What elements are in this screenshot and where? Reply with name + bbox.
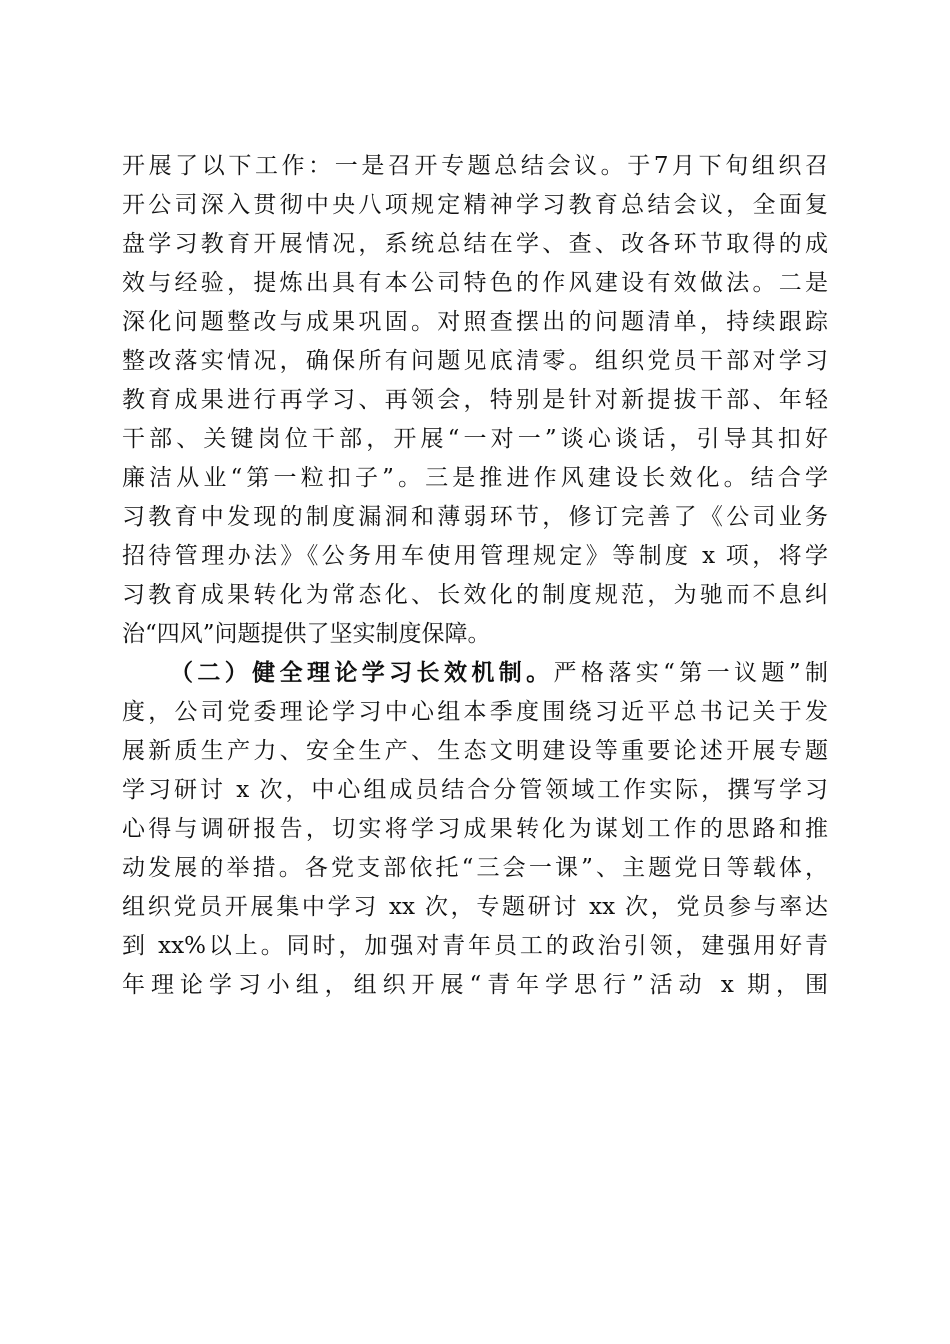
paragraph-first-line bbox=[122, 654, 828, 693]
paragraph-line: 组织党员开展集中学习 xx 次，专题研讨 xx 次，党员参与率达 bbox=[122, 894, 828, 920]
paragraph-line: 整改落实情况，确保所有问题见底清零。组织党员干部对学习 bbox=[122, 348, 828, 374]
paragraph-line: 到 xx%以上。同时，加强对青年员工的政治引领，建强用好青 bbox=[122, 933, 828, 959]
paragraph-line: 廉洁从业“第一粒扣子”。三是推进作风建设长效化。结合学 bbox=[122, 465, 828, 491]
section-heading: （二）健全理论学习长效机制。 bbox=[170, 660, 554, 686]
paragraph-line: 招待管理办法》《公务用车使用管理规定》等制度 x 项，将学 bbox=[122, 543, 828, 569]
paragraph-line: 年理论学习小组，组织开展“青年学思行”活动 x 期，围 bbox=[122, 972, 828, 998]
paragraph-line: 展新质生产力、安全生产、生态文明建设等重要论述开展专题 bbox=[122, 738, 828, 764]
paragraph-line: 学习研讨 x 次，中心组成员结合分管领域工作实际，撰写学习 bbox=[122, 777, 828, 803]
paragraph-line: 度，公司党委理论学习中心组本季度围绕习近平总书记关于发 bbox=[122, 699, 828, 725]
paragraph-line: 动发展的举措。各党支部依托“三会一课”、主题党日等载体， bbox=[122, 855, 828, 881]
paragraph-line: 干部、关键岗位干部，开展“一对一”谈心谈话，引导其扣好 bbox=[122, 426, 828, 452]
paragraph-line: 心得与调研报告，切实将学习成果转化为谋划工作的思路和推 bbox=[122, 816, 828, 842]
document-page bbox=[122, 147, 828, 1005]
paragraph-line: 习教育成果转化为常态化、长效化的制度规范，为驰而不息纠 bbox=[122, 582, 828, 608]
paragraph-2 bbox=[122, 654, 828, 1005]
paragraph-line: 效与经验，提炼出具有本公司特色的作风建设有效做法。二是 bbox=[122, 270, 828, 296]
paragraph-1 bbox=[122, 147, 828, 654]
paragraph-line: 开公司深入贯彻中央八项规定精神学习教育总结会议，全面复 bbox=[122, 192, 828, 218]
paragraph-line: 习教育中发现的制度漏洞和薄弱环节，修订完善了《公司业务 bbox=[122, 504, 828, 530]
paragraph-line: 深化问题整改与成果巩固。对照查摆出的问题清单，持续跟踪 bbox=[122, 309, 828, 335]
paragraph-line: 治“四风”问题提供了坚实制度保障。 bbox=[122, 621, 491, 647]
paragraph-text: 严格落实“第一议题”制 bbox=[553, 660, 828, 686]
paragraph-line: 教育成果进行再学习、再领会，特别是针对新提拔干部、年轻 bbox=[122, 387, 828, 413]
paragraph-line: 盘学习教育开展情况，系统总结在学、查、改各环节取得的成 bbox=[122, 231, 828, 257]
paragraph-line: 开展了以下工作：一是召开专题总结会议。于7月下旬组织召 bbox=[122, 153, 828, 179]
